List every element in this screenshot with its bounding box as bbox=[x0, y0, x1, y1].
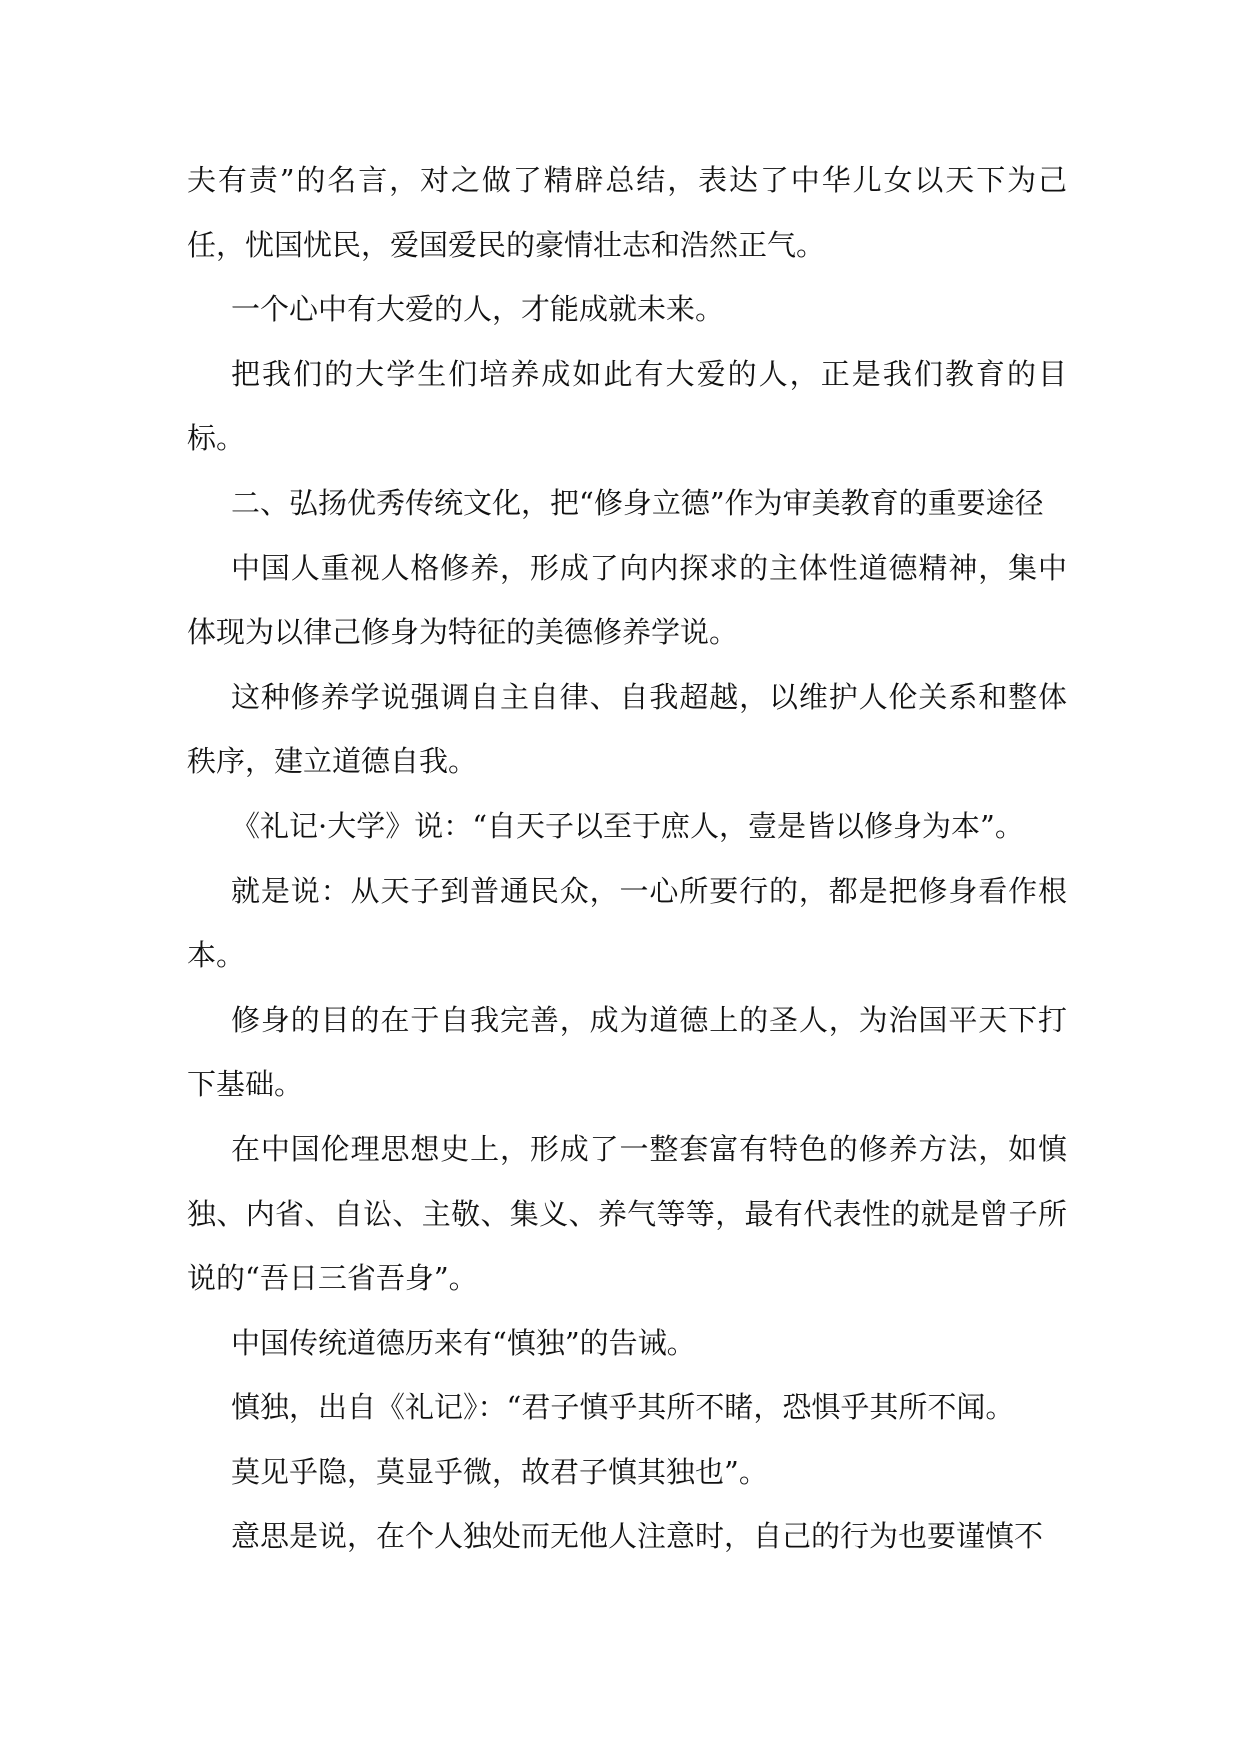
paragraph: 就是说：从天子到普通民众，一心所要行的，都是把修身看作根本。 bbox=[187, 873, 1067, 973]
document-body bbox=[187, 148, 1067, 1569]
paragraph: 一个心中有大爱的人，才能成就未来。 bbox=[231, 292, 725, 327]
paragraph: 慎独，出自《礼记》：“君子慎乎其所不睹，恐惧乎其所不闻。 bbox=[231, 1390, 1015, 1425]
paragraph: 修身的目的在于自我完善，成为道德上的圣人，为治国平天下打下基础。 bbox=[187, 1002, 1067, 1102]
paragraph: 《礼记·大学》说：“自天子以至于庶人，壹是皆以修身为本”。 bbox=[231, 808, 1024, 843]
paragraph: 莫见乎隐，莫显乎微，故君子慎其独也”。 bbox=[231, 1454, 768, 1489]
paragraph: 中国人重视人格修养，形成了向内探求的主体性道德精神，集中体现为以律己修身为特征的美德修养学说。 bbox=[187, 550, 1067, 650]
section-heading: 二、弘扬优秀传统文化，把“修身立德”作为审美教育的重要途径 bbox=[231, 485, 1044, 520]
paragraph: 在中国伦理思想史上，形成了一整套富有特色的修养方法，如慎独、内省、自讼、主敬、集义、养气等等，最有代表性的就是曾子所说的“吾日三省吾身”。 bbox=[187, 1131, 1067, 1296]
paragraph: 夫有责”的名言，对之做了精辟总结，表达了中华儿女以天下为己任，忧国忧民，爱国爱民的豪情壮志和浩然正气。 bbox=[187, 163, 1067, 262]
paragraph: 意思是说，在个人独处而无他人注意时，自己的行为也要谨慎不 bbox=[231, 1519, 1044, 1554]
paragraph: 把我们的大学生们培养成如此有大爱的人，正是我们教育的目标。 bbox=[187, 356, 1067, 456]
paragraph: 中国传统道德历来有“慎独”的告诫。 bbox=[231, 1325, 696, 1360]
paragraph: 这种修养学说强调自主自律、自我超越，以维护人伦关系和整体秩序，建立道德自我。 bbox=[187, 679, 1067, 779]
